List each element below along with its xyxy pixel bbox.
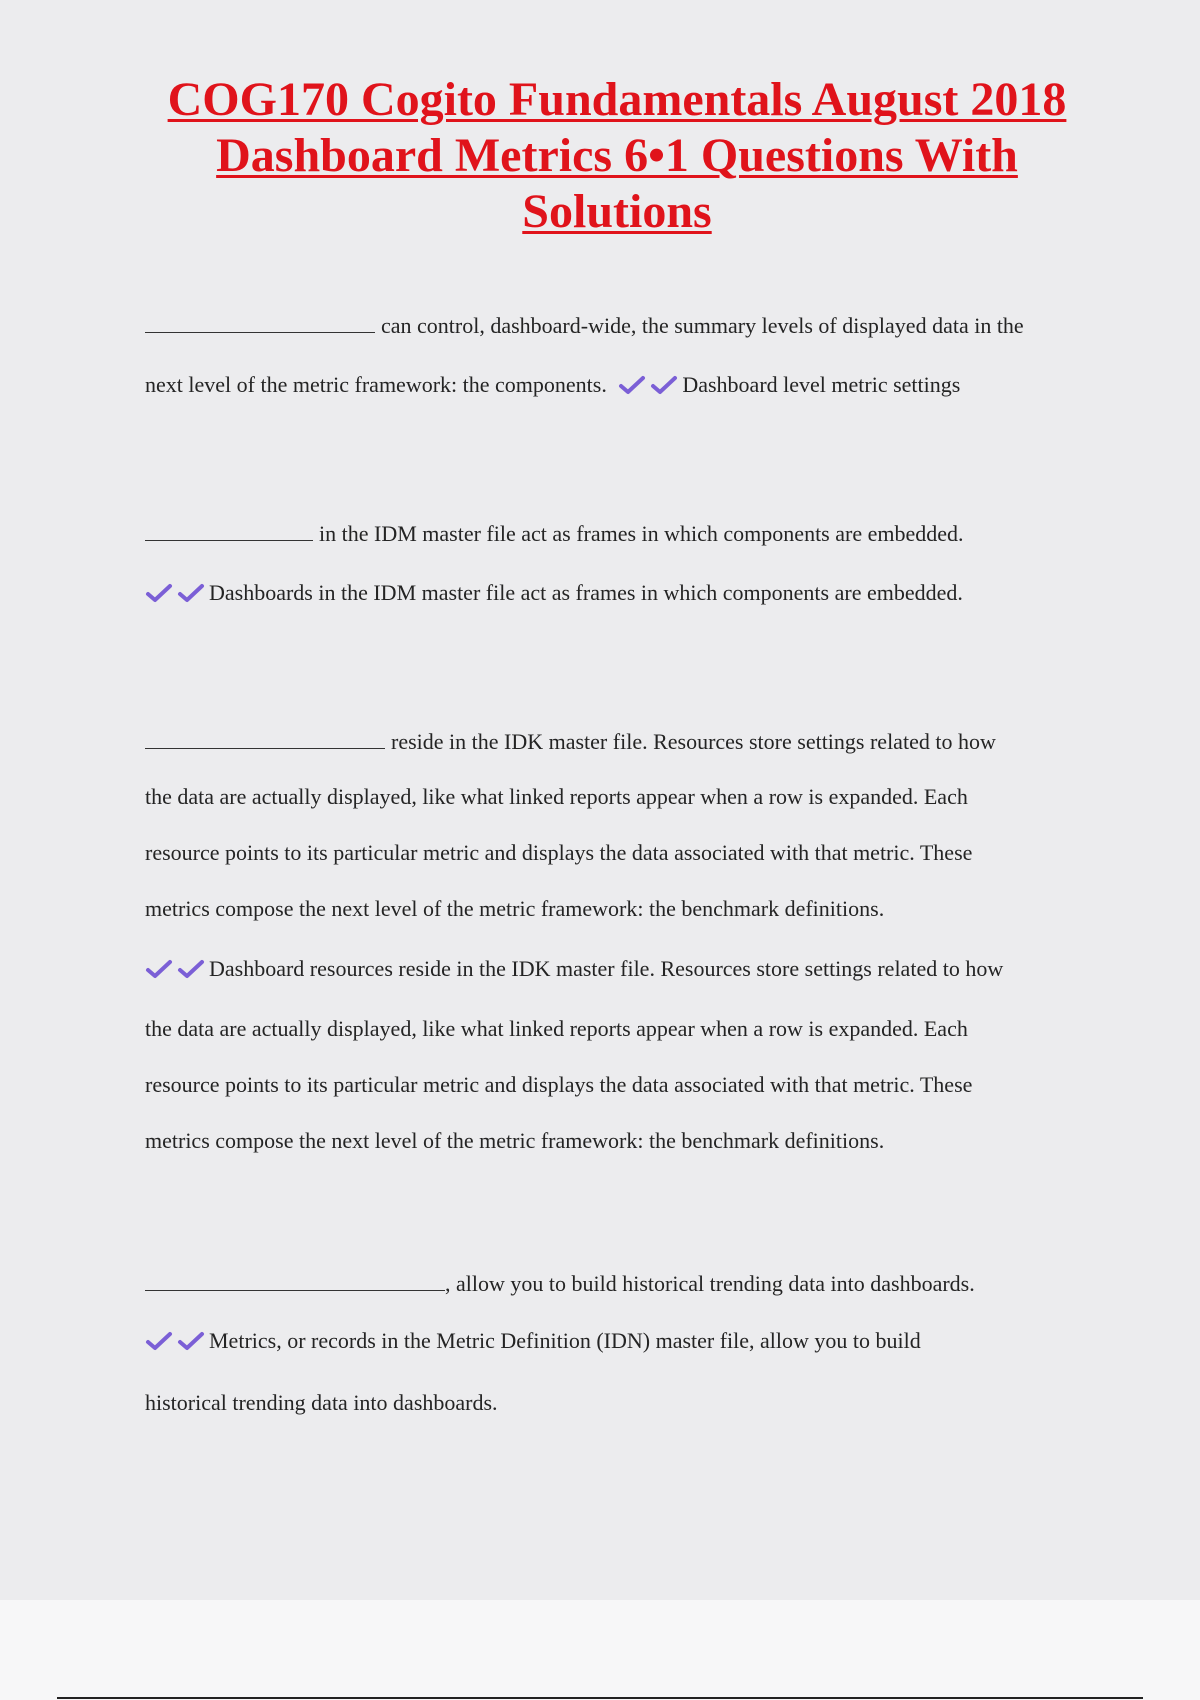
question-text: can control, dashboard-wide, the summary levels of displayed data in the [381,313,1024,338]
answer-text: metrics compose the next level of the metric framework: the benchmark definitions. [145,1128,885,1153]
question-text: next level of the metric framework: the components. [145,372,607,397]
question-text: , allow you to build historical trending data into dashboards. [445,1271,975,1296]
question-line [145,310,1024,340]
check-icon [177,1331,205,1351]
answer-text: Dashboard resources reside in the IDK master file. Resources store settings related to how [209,956,1004,981]
check-icon [145,583,173,603]
answer-line [145,1126,884,1156]
bottom-divider [57,1697,1143,1699]
answer-line [145,578,963,608]
title-line-3: Solutions [522,185,712,238]
question-text: the data are actually displayed, like what linked reports appear when a row is expanded. Each [145,784,968,809]
answer-text: Dashboard level metric settings [682,372,961,397]
checkmarks [145,583,205,603]
answer-text: resource points to its particular metric and displays the data associated with that metric. These [145,1072,973,1097]
document-title [130,72,1104,240]
answer-line [145,954,1003,984]
answer-text: Dashboards in the IDM master file act as frames in which components are embedded. [209,580,963,605]
question-line [145,782,968,812]
question-line [145,1268,975,1298]
question-line [145,726,996,756]
answer-text: the data are actually displayed, like what linked reports appear when a row is expanded. Each [145,1016,968,1041]
question-line [145,838,972,868]
answer-text: historical trending data into dashboards. [145,1390,498,1415]
answer-line [145,1014,968,1044]
question-text: metrics compose the next level of the metric framework: the benchmark definitions. [145,896,885,921]
answer-blank [145,518,313,541]
checkmarks [145,1331,205,1351]
title-line-2: Dashboard Metrics 6•1 Questions With [216,129,1018,182]
answer-line [145,1326,921,1356]
question-text: resource points to its particular metric and displays the data associated with that metric. These [145,840,973,865]
check-icon [177,959,205,979]
answer-line [145,1388,498,1418]
question-line [145,518,964,548]
question-text: reside in the IDK master file. Resources store settings related to how [391,729,996,754]
checkmarks [145,959,205,979]
check-icon [145,1331,173,1351]
answer-blank [145,310,375,333]
question-text: in the IDM master file act as frames in which components are embedded. [319,521,964,546]
question-line [145,370,960,400]
answer-blank [145,726,385,749]
check-icon [650,375,678,395]
check-icon [145,959,173,979]
answer-line [145,1070,972,1100]
checkmarks [618,375,678,395]
check-icon [618,375,646,395]
check-icon [177,583,205,603]
title-line-1: COG170 Cogito Fundamentals August 2018 [167,73,1067,126]
question-line [145,894,884,924]
answer-text: Metrics, or records in the Metric Definition (IDN) master file, allow you to build [209,1328,921,1353]
answer-blank [145,1268,445,1291]
